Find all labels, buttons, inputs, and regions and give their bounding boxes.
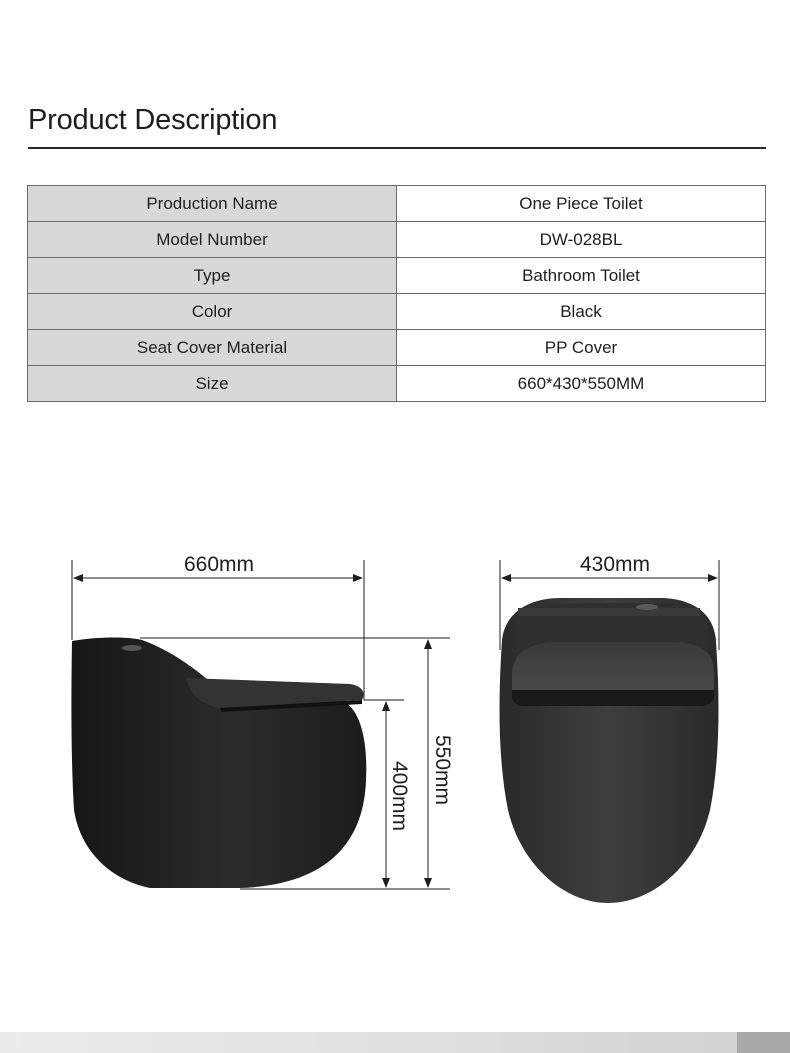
spec-value: Bathroom Toilet <box>397 258 766 294</box>
spec-label: Size <box>28 366 397 402</box>
total-height-label: 550mm <box>431 734 454 806</box>
spec-label: Type <box>28 258 397 294</box>
spec-value: 660*430*550MM <box>397 366 766 402</box>
spec-value: PP Cover <box>397 330 766 366</box>
spec-label: Model Number <box>28 222 397 258</box>
side-length-label: 660mm <box>183 553 255 576</box>
spec-label: Production Name <box>28 186 397 222</box>
spec-label: Seat Cover Material <box>28 330 397 366</box>
spec-value: One Piece Toilet <box>397 186 766 222</box>
seat-height-label: 400mm <box>388 760 411 832</box>
front-width-label: 430mm <box>579 553 651 576</box>
page-title: Product Description <box>28 104 278 136</box>
spec-value: Black <box>397 294 766 330</box>
toilet-side-view <box>71 637 366 888</box>
footer-tab <box>737 1032 790 1053</box>
spec-value: DW-028BL <box>397 222 766 258</box>
spec-label: Color <box>28 294 397 330</box>
toilet-front-view <box>500 598 719 903</box>
footer-bar <box>0 1032 790 1053</box>
